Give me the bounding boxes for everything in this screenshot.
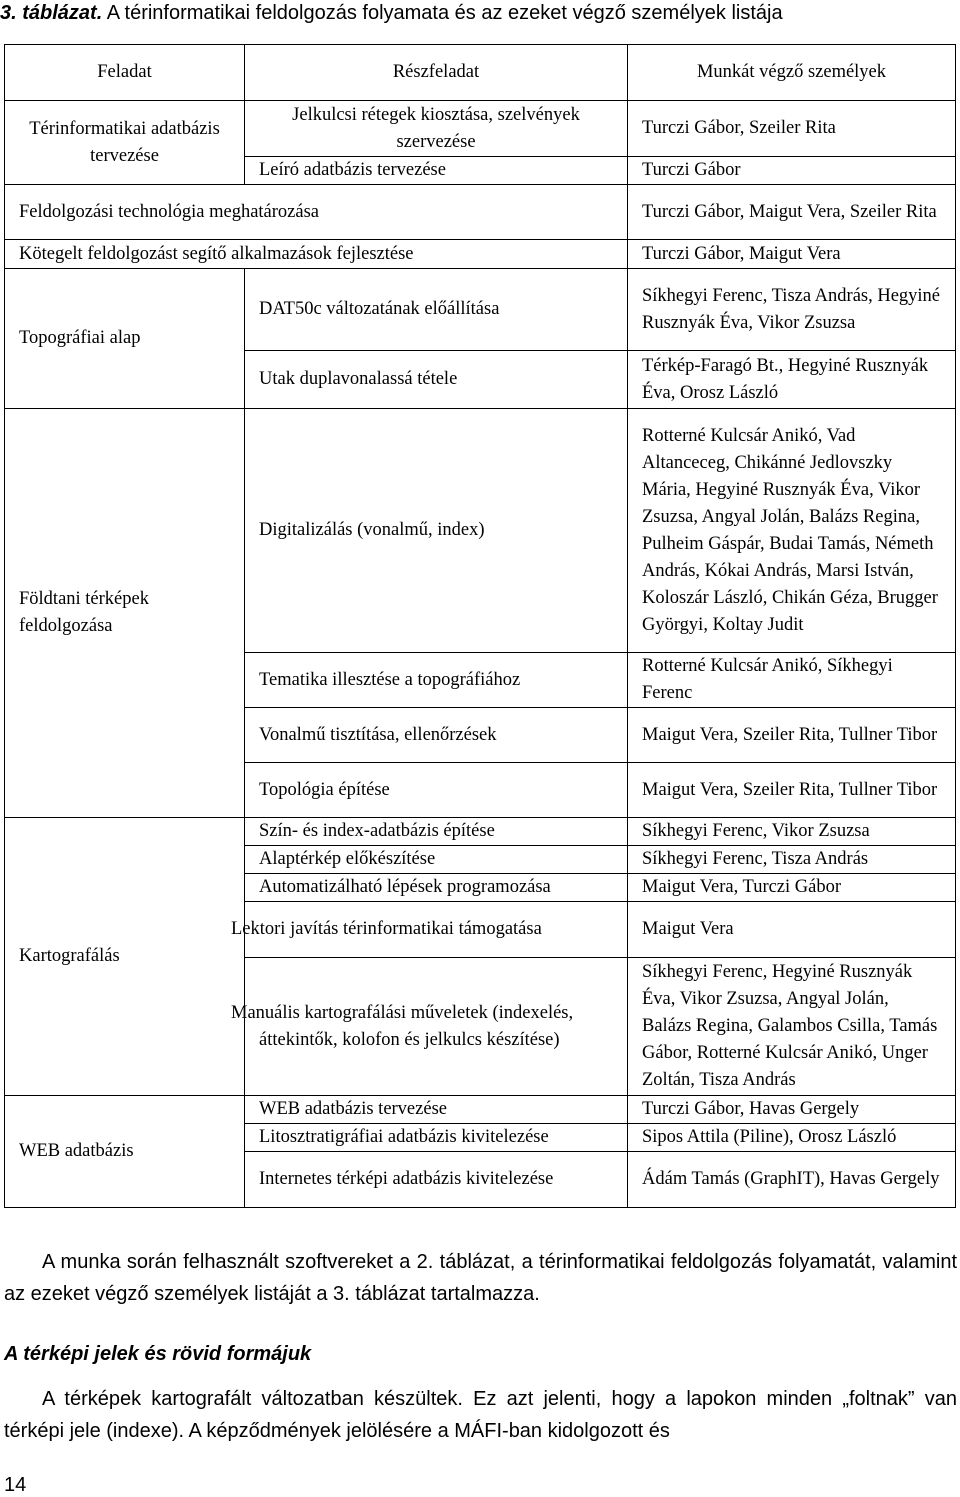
subtask-cell: Digitalizálás (vonalmű, index) bbox=[245, 409, 628, 653]
table-row bbox=[5, 409, 956, 653]
header-subtask: Részfeladat bbox=[245, 45, 628, 101]
subtask-cell: Jelkulcsi rétegek kiosztása, szelvények szervezése bbox=[245, 101, 628, 157]
table-header-row bbox=[5, 45, 956, 101]
subtask-cell: Lektori javítás térinformatikai támogatása bbox=[245, 902, 628, 958]
persons-cell: Rotterné Kulcsár Anikó, Vad Altanceceg, Chikánné Jedlovszky Mária, Hegyiné Rusznyák Éva, Vikor Zsuzsa, Angyal Jolán, Balázs Regina, Pulheim Gáspár, Budai Tamás, Németh András, Kókai András, Marsi István, Koloszár László, Chikán Géza, Brugger Györgyi, Koltay Judit bbox=[628, 409, 956, 653]
persons-cell: Turczi Gábor, Maigut Vera, Szeiler Rita bbox=[628, 185, 956, 240]
subtask-cell: WEB adatbázis tervezése bbox=[245, 1096, 628, 1124]
subtask-cell: Vonalmű tisztítása, ellenőrzések bbox=[245, 708, 628, 763]
persons-cell: Maigut Vera, Turczi Gábor bbox=[628, 874, 956, 902]
persons-cell: Síkhegyi Ferenc, Tisza András bbox=[628, 846, 956, 874]
subtask-cell: Utak duplavonalassá tétele bbox=[245, 351, 628, 409]
persons-cell: Maigut Vera, Szeiler Rita, Tullner Tibor bbox=[628, 708, 956, 763]
table-row bbox=[5, 818, 956, 846]
table-row bbox=[5, 269, 956, 351]
caption-text: A térinformatikai feldolgozás folyamata és az ezeket végző személyek listája bbox=[102, 2, 783, 24]
subtask-cell: Tematika illesztése a topográfiához bbox=[245, 653, 628, 708]
subtask-cell: Automatizálható lépések programozása bbox=[245, 874, 628, 902]
persons-cell: Síkhegyi Ferenc, Hegyiné Rusznyák Éva, Vikor Zsuzsa, Angyal Jolán, Balázs Regina, Galambos Csilla, Tamás Gábor, Rotterné Kulcsár Anikó, Unger Zoltán, Tisza András bbox=[628, 958, 956, 1096]
task-cell: Kartografálás bbox=[5, 818, 245, 1096]
subtask-cell: Internetes térképi adatbázis kivitelezése bbox=[245, 1152, 628, 1208]
subtask-cell: Leíró adatbázis tervezése bbox=[245, 157, 628, 185]
persons-cell: Turczi Gábor, Szeiler Rita bbox=[628, 101, 956, 157]
persons-cell: Maigut Vera bbox=[628, 902, 956, 958]
task-cell: Térinformatikai adatbázis tervezése bbox=[5, 101, 245, 185]
persons-cell: Ádám Tamás (GraphIT), Havas Gergely bbox=[628, 1152, 956, 1208]
table-row bbox=[5, 1096, 956, 1124]
persons-cell: Síkhegyi Ferenc, Tisza András, Hegyiné Rusznyák Éva, Vikor Zsuzsa bbox=[628, 269, 956, 351]
persons-cell: Turczi Gábor, Maigut Vera bbox=[628, 240, 956, 269]
persons-cell: Rotterné Kulcsár Anikó, Síkhegyi Ferenc bbox=[628, 653, 956, 708]
header-persons: Munkát végző személyek bbox=[628, 45, 956, 101]
subtask-cell: DAT50c változatának előállítása bbox=[245, 269, 628, 351]
header-task: Feladat bbox=[5, 45, 245, 101]
subtask-cell: Szín- és index-adatbázis építése bbox=[245, 818, 628, 846]
persons-cell: Térkép-Faragó Bt., Hegyiné Rusznyák Éva, Orosz László bbox=[628, 351, 956, 409]
persons-cell: Síkhegyi Ferenc, Vikor Zsuzsa bbox=[628, 818, 956, 846]
subtask-cell: Topológia építése bbox=[245, 763, 628, 818]
subtask-cell: Alaptérkép előkészítése bbox=[245, 846, 628, 874]
persons-cell: Turczi Gábor, Havas Gergely bbox=[628, 1096, 956, 1124]
task-cell: Földtani térképek feldolgozása bbox=[5, 409, 245, 818]
subtask-cell: Manuális kartografálási műveletek (indexelés, áttekintők, kolofon és jelkulcs készítése) bbox=[245, 958, 628, 1096]
table-caption bbox=[0, 0, 960, 26]
body-paragraph: A munka során felhasznált szoftvereket a 2. táblázat, a térinformatikai feldolgozás folyamatát, valamint az ezeket végző személyek listáját a 3. táblázat tartalmazza. bbox=[4, 1251, 957, 1305]
task-cell: Topográfiai alap bbox=[5, 269, 245, 409]
table-row bbox=[5, 101, 956, 157]
persons-cell: Sipos Attila (Piline), Orosz László bbox=[628, 1124, 956, 1152]
task-cell: Kötegelt feldolgozást segítő alkalmazások fejlesztése bbox=[5, 240, 628, 269]
persons-cell: Maigut Vera, Szeiler Rita, Tullner Tibor bbox=[628, 763, 956, 818]
body-paragraph: A térképek kartografált változatban készültek. Ez azt jelenti, hogy a lapokon minden „foltnak” van térképi jele (indexe). A képződmények jelölésére a MÁFI-ban kidolgozott és bbox=[4, 1388, 957, 1442]
table-row bbox=[5, 185, 956, 240]
table-row bbox=[5, 240, 956, 269]
persons-cell: Turczi Gábor bbox=[628, 157, 956, 185]
section-heading: A térképi jelek és rövid formájuk bbox=[4, 1343, 312, 1365]
task-cell: WEB adatbázis bbox=[5, 1096, 245, 1208]
process-table bbox=[4, 44, 956, 1208]
caption-label: 3. táblázat. bbox=[0, 2, 103, 24]
page-number: 14 bbox=[4, 1474, 27, 1496]
task-cell: Feldolgozási technológia meghatározása bbox=[5, 185, 628, 240]
subtask-cell: Litosztratigráfiai adatbázis kivitelezése bbox=[245, 1124, 628, 1152]
